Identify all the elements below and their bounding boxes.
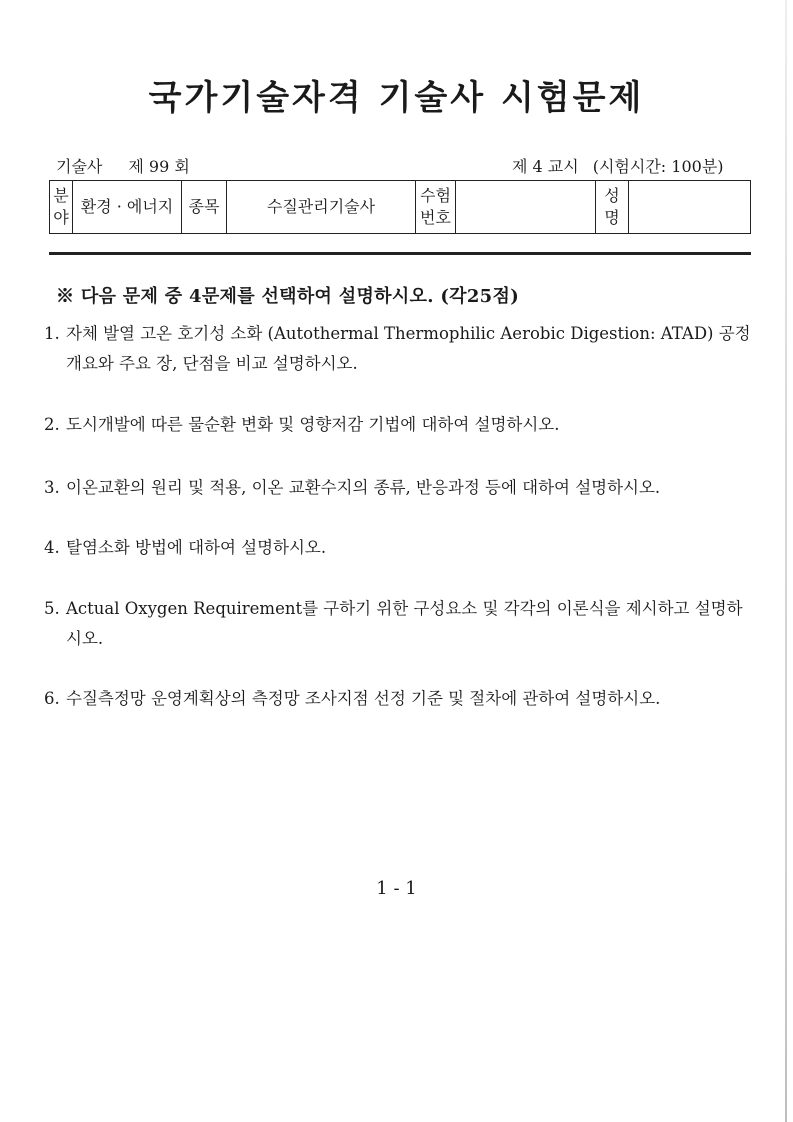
question-4 <box>44 533 754 563</box>
page-title: 국가기술자격 기술사 시험문제 <box>148 78 645 118</box>
question-2 <box>44 410 754 440</box>
field-label-cell <box>50 181 73 234</box>
exam-session: 제 99 회 <box>128 157 190 176</box>
field-label-line-2: 야 <box>53 208 69 227</box>
exam-number-label-line-2: 번호 <box>420 208 451 227</box>
exam-number-label-cell <box>416 181 456 234</box>
exam-meta-left <box>56 154 190 177</box>
question-text: 자체 발열 고온 호기성 소화 (Autothermal Thermophilic Aerobic Digestion: ATAD) 공정개요와 주요 장, 단점을 비교 설명하시오. <box>66 324 751 373</box>
question-number: 6. <box>44 689 60 708</box>
exam-number-label-line-1: 수험 <box>420 186 451 205</box>
name-field[interactable] <box>629 181 751 234</box>
question-1 <box>44 319 754 379</box>
exam-period: 제 4 교시 <box>512 157 579 176</box>
question-text: 탈염소화 방법에 대하여 설명하시오. <box>66 538 327 557</box>
question-number: 1. <box>44 324 60 343</box>
name-label-cell <box>596 181 629 234</box>
question-text: 수질측정망 운영계획상의 측정망 조사지점 선정 기준 및 절차에 관하여 설명하시오. <box>66 689 661 708</box>
question-6 <box>44 684 754 714</box>
item-value: 수질관리기술사 <box>227 181 416 234</box>
exam-number-field[interactable] <box>456 181 596 234</box>
question-text: Actual Oxygen Requirement를 구하기 위한 구성요소 및 각각의 이론식을 제시하고 설명하시오. <box>66 599 743 648</box>
name-label-line-2: 명 <box>604 208 620 227</box>
page-number: 1 - 1 <box>376 878 417 899</box>
exam-meta-right <box>512 154 724 177</box>
question-number: 3. <box>44 478 60 497</box>
question-5 <box>44 594 754 654</box>
exam-info-table <box>49 180 751 234</box>
page-edge-shadow <box>785 0 787 1122</box>
item-label: 종목 <box>182 181 227 234</box>
question-text: 이온교환의 원리 및 적용, 이온 교환수지의 종류, 반응과정 등에 대하여 설명하시오. <box>66 478 661 497</box>
instruction-text: ※ 다음 문제 중 4문제를 선택하여 설명하시오. (각25점) <box>56 286 520 307</box>
field-value: 환경 · 에너지 <box>73 181 182 234</box>
header-divider <box>49 252 751 255</box>
exam-time: (시험시간: 100분) <box>592 157 724 176</box>
exam-category: 기술사 <box>56 157 103 176</box>
question-3 <box>44 473 754 503</box>
question-text: 도시개발에 따른 물순환 변화 및 영향저감 기법에 대하여 설명하시오. <box>66 415 560 434</box>
question-number: 2. <box>44 415 60 434</box>
question-number: 5. <box>44 599 60 618</box>
question-number: 4. <box>44 538 60 557</box>
name-label-line-1: 성 <box>604 186 620 205</box>
field-label-line-1: 분 <box>53 186 69 205</box>
